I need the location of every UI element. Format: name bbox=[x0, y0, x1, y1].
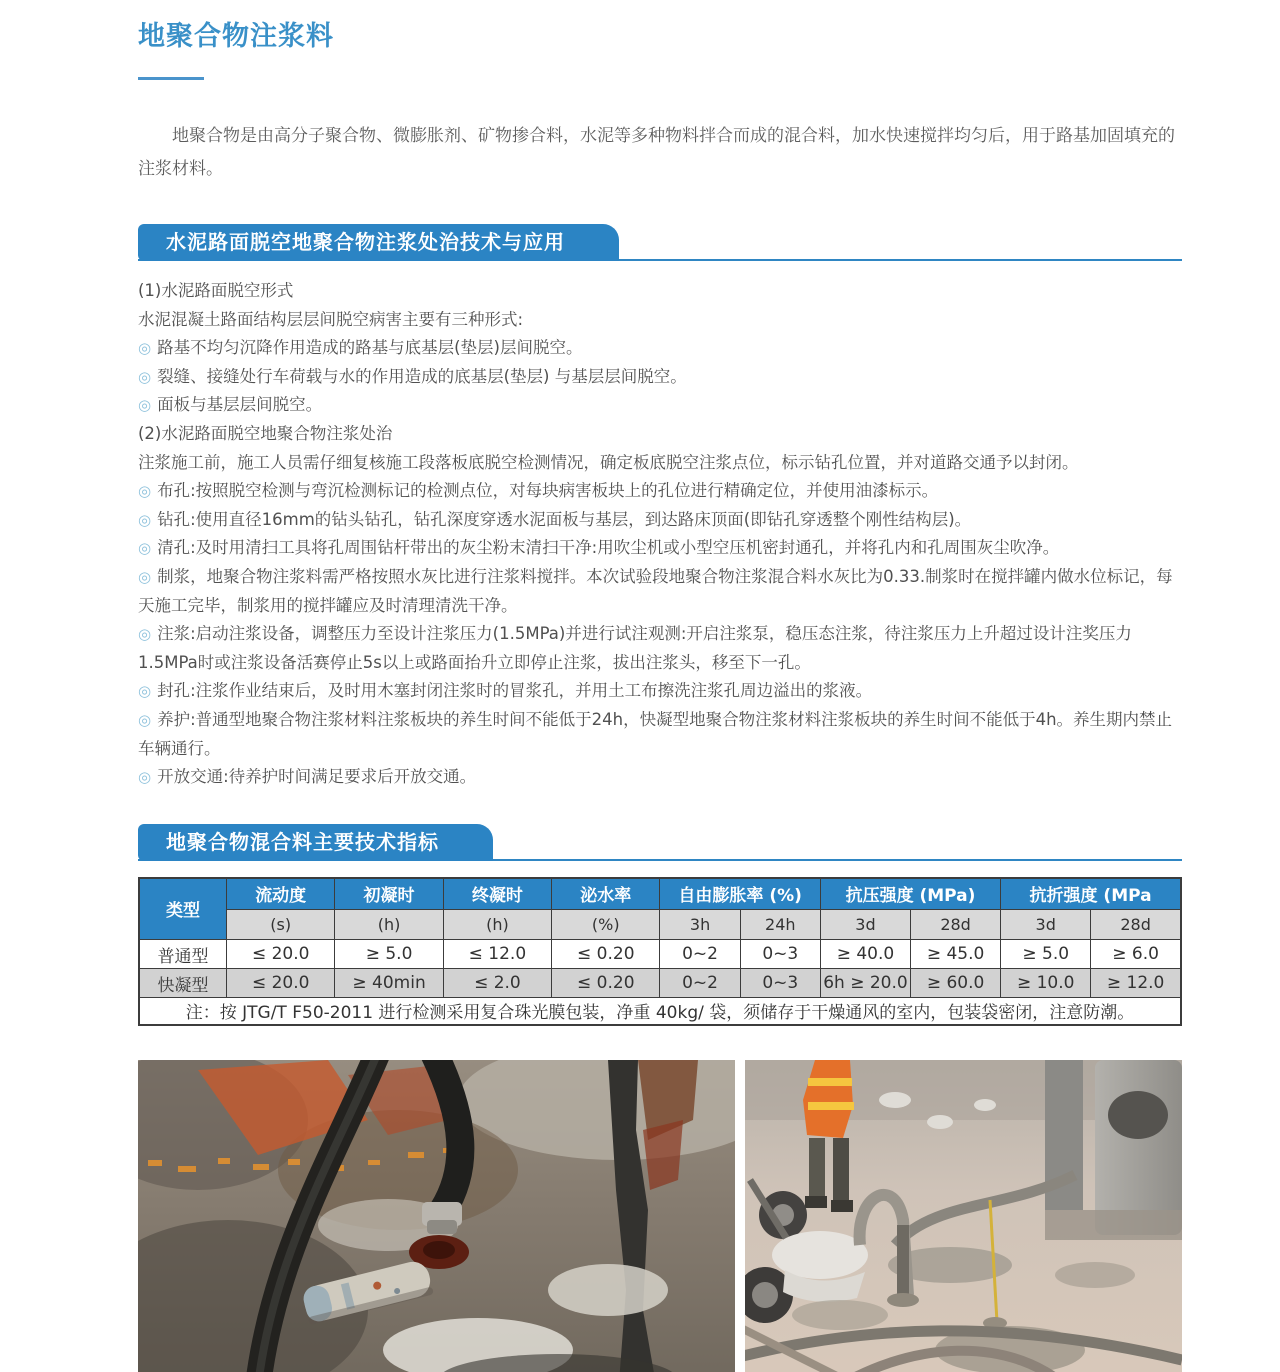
value-cell: ≤ 0.20 bbox=[552, 969, 660, 998]
column-subheader: 28d bbox=[911, 910, 1001, 940]
bullet-item: ◎ 封孔:注浆作业结束后，及时用木塞封闭注浆时的冒浆孔，并用土工布擦洗注浆孔周边溢出的浆液。 bbox=[138, 681, 873, 701]
bullet-item: ◎ 路基不均匀沉降作用造成的路基与底基层(垫层)层间脱空。 bbox=[138, 338, 583, 358]
table-row bbox=[139, 969, 1181, 998]
table-note-row bbox=[139, 998, 1181, 1025]
column-subheader: (h) bbox=[335, 910, 443, 940]
value-cell: ≤ 12.0 bbox=[443, 940, 551, 969]
bullet-icon: ◎ bbox=[138, 339, 152, 358]
bullet-item: ◎ 养护:普通型地聚合物注浆材料注浆板块的养生时间不能低于24h，快凝型地聚合物注浆材料注浆板块的养生时间不能低于4h。养生期内禁止车辆通行。 bbox=[138, 709, 1173, 758]
value-cell: ≤ 2.0 bbox=[443, 969, 551, 998]
column-subheader: 3h bbox=[660, 910, 740, 940]
column-header: 终凝时 bbox=[443, 878, 551, 910]
bullet-icon: ◎ bbox=[138, 567, 152, 586]
bullet-item: ◎ 开放交通:待养护时间满足要求后开放交通。 bbox=[138, 767, 477, 787]
row-type-cell: 快凝型 bbox=[139, 969, 227, 998]
table-corner-header: 类型 bbox=[139, 878, 227, 940]
photo-grouting-hose bbox=[138, 1060, 735, 1372]
paragraph: (1)水泥路面脱空形式 bbox=[138, 281, 294, 300]
bullet-icon: ◎ bbox=[138, 539, 152, 558]
intro-paragraph: 地聚合物是由高分子聚合物、微膨胀剂、矿物掺合料，水泥等多种物料拌合而成的混合料，加水快速搅拌均匀后，用于路基加固填充的注浆材料。 bbox=[138, 126, 1175, 179]
value-cell: ≤ 20.0 bbox=[227, 940, 335, 969]
paragraph: 注浆施工前，施工人员需仔细复核施工段落板底脱空检测情况，确定板底脱空注浆点位，标示钻孔位置，并对道路交通予以封闭。 bbox=[138, 452, 1079, 472]
paragraph: 水泥混凝土路面结构层层间脱空病害主要有三种形式: bbox=[138, 309, 524, 329]
column-subheader: 3d bbox=[1001, 910, 1091, 940]
value-cell: ≥ 45.0 bbox=[911, 940, 1001, 969]
column-subheader: 28d bbox=[1091, 910, 1181, 940]
photo-grouting-site bbox=[745, 1060, 1182, 1372]
section2-banner-row bbox=[138, 824, 1182, 861]
bullet-icon: ◎ bbox=[138, 768, 152, 787]
column-header: 自由膨胀率 (%) bbox=[660, 878, 820, 910]
column-header: 流动度 bbox=[227, 878, 335, 910]
bullet-item: ◎ 注浆:启动注浆设备，调整压力至设计注浆压力(1.5MPa)并进行试注观测:开启注浆泵，稳压态注浆，待注浆压力上升超过设计注奖压力1.5MPa时或注浆设备活赛停止5s以上或路面抬升立即停止注浆，拔出注浆头，移至下一孔。 bbox=[138, 624, 1132, 672]
value-cell: ≥ 5.0 bbox=[1001, 940, 1091, 969]
value-cell: 0~2 bbox=[660, 940, 740, 969]
spec-table bbox=[138, 877, 1182, 1026]
value-cell: ≥ 6.0 bbox=[1091, 940, 1181, 969]
value-cell: 6h ≥ 20.0 bbox=[820, 969, 910, 998]
bullet-item: ◎ 清孔:及时用清扫工具将孔周围钻杆带出的灰尘粉末清扫干净:用吹尘机或小型空压机密封通孔，并将孔内和孔周围灰尘吹净。 bbox=[138, 538, 1060, 558]
bullet-icon: ◎ bbox=[138, 510, 152, 529]
bullet-icon: ◎ bbox=[138, 682, 152, 701]
value-cell: 0~2 bbox=[660, 969, 740, 998]
value-cell: ≥ 5.0 bbox=[335, 940, 443, 969]
bullet-item: ◎ 裂缝、接缝处行车荷载与水的作用造成的底基层(垫层) 与基层层间脱空。 bbox=[138, 366, 687, 386]
section1-banner: 水泥路面脱空地聚合物注浆处治技术与应用 bbox=[138, 224, 619, 261]
bullet-item: ◎ 制浆，地聚合物注浆料需严格按照水灰比进行注浆料搅拌。本次试验段地聚合物注浆混合料水灰比为0.33.制浆时在搅拌罐内做水位标记，每天施工完毕，制浆用的搅拌罐应及时清理清洗干净。 bbox=[138, 566, 1173, 615]
column-subheader: 3d bbox=[820, 910, 910, 940]
bullet-item: ◎ 钻孔:使用直径16mm的钻头钻孔，钻孔深度穿透水泥面板与基层，到达路床顶面(即钻孔穿透整个刚性结构层)。 bbox=[138, 509, 972, 529]
bullet-icon: ◎ bbox=[138, 482, 152, 501]
value-cell: ≤ 0.20 bbox=[552, 940, 660, 969]
value-cell: ≥ 40.0 bbox=[820, 940, 910, 969]
bullet-icon: ◎ bbox=[138, 367, 152, 386]
column-subheader: (h) bbox=[443, 910, 551, 940]
page-title: 地聚合物注浆料 bbox=[138, 21, 334, 52]
column-header: 初凝时 bbox=[335, 878, 443, 910]
section1-banner-row bbox=[138, 224, 1182, 261]
bullet-item: ◎ 布孔:按照脱空检测与弯沉检测标记的检测点位，对每块病害板块上的孔位进行精确定位，并使用油漆标示。 bbox=[138, 481, 939, 501]
table-row bbox=[139, 940, 1181, 969]
bullet-icon: ◎ bbox=[138, 625, 152, 644]
photo-row bbox=[138, 1060, 1182, 1372]
bullet-icon: ◎ bbox=[138, 710, 152, 729]
bullet-item: ◎ 面板与基层层间脱空。 bbox=[138, 395, 323, 415]
column-subheader: 24h bbox=[740, 910, 820, 940]
value-cell: ≤ 20.0 bbox=[227, 969, 335, 998]
column-header: 泌水率 bbox=[552, 878, 660, 910]
column-header: 抗压强度 (MPa) bbox=[820, 878, 1000, 910]
value-cell: ≥ 60.0 bbox=[911, 969, 1001, 998]
section1-body bbox=[138, 277, 1182, 792]
bullet-icon: ◎ bbox=[138, 396, 152, 415]
value-cell: ≥ 12.0 bbox=[1091, 969, 1181, 998]
title-underline-dash bbox=[138, 77, 204, 80]
value-cell: ≥ 10.0 bbox=[1001, 969, 1091, 998]
column-header: 抗折强度 (MPa bbox=[1001, 878, 1181, 910]
value-cell: 0~3 bbox=[740, 940, 820, 969]
section2-banner: 地聚合物混合料主要技术指标 bbox=[138, 824, 493, 861]
column-subheader: (s) bbox=[227, 910, 335, 940]
value-cell: 0~3 bbox=[740, 969, 820, 998]
row-type-cell: 普通型 bbox=[139, 940, 227, 969]
column-subheader: (%) bbox=[552, 910, 660, 940]
value-cell: ≥ 40min bbox=[335, 969, 443, 998]
paragraph: (2)水泥路面脱空地聚合物注浆处治 bbox=[138, 423, 393, 443]
table-note: 注：按 JTG/T F50-2011 进行检测采用复合珠光膜包装，净重 40kg/ 袋，须储存于干燥通风的室内，包装袋密闭，注意防潮。 bbox=[139, 998, 1181, 1025]
